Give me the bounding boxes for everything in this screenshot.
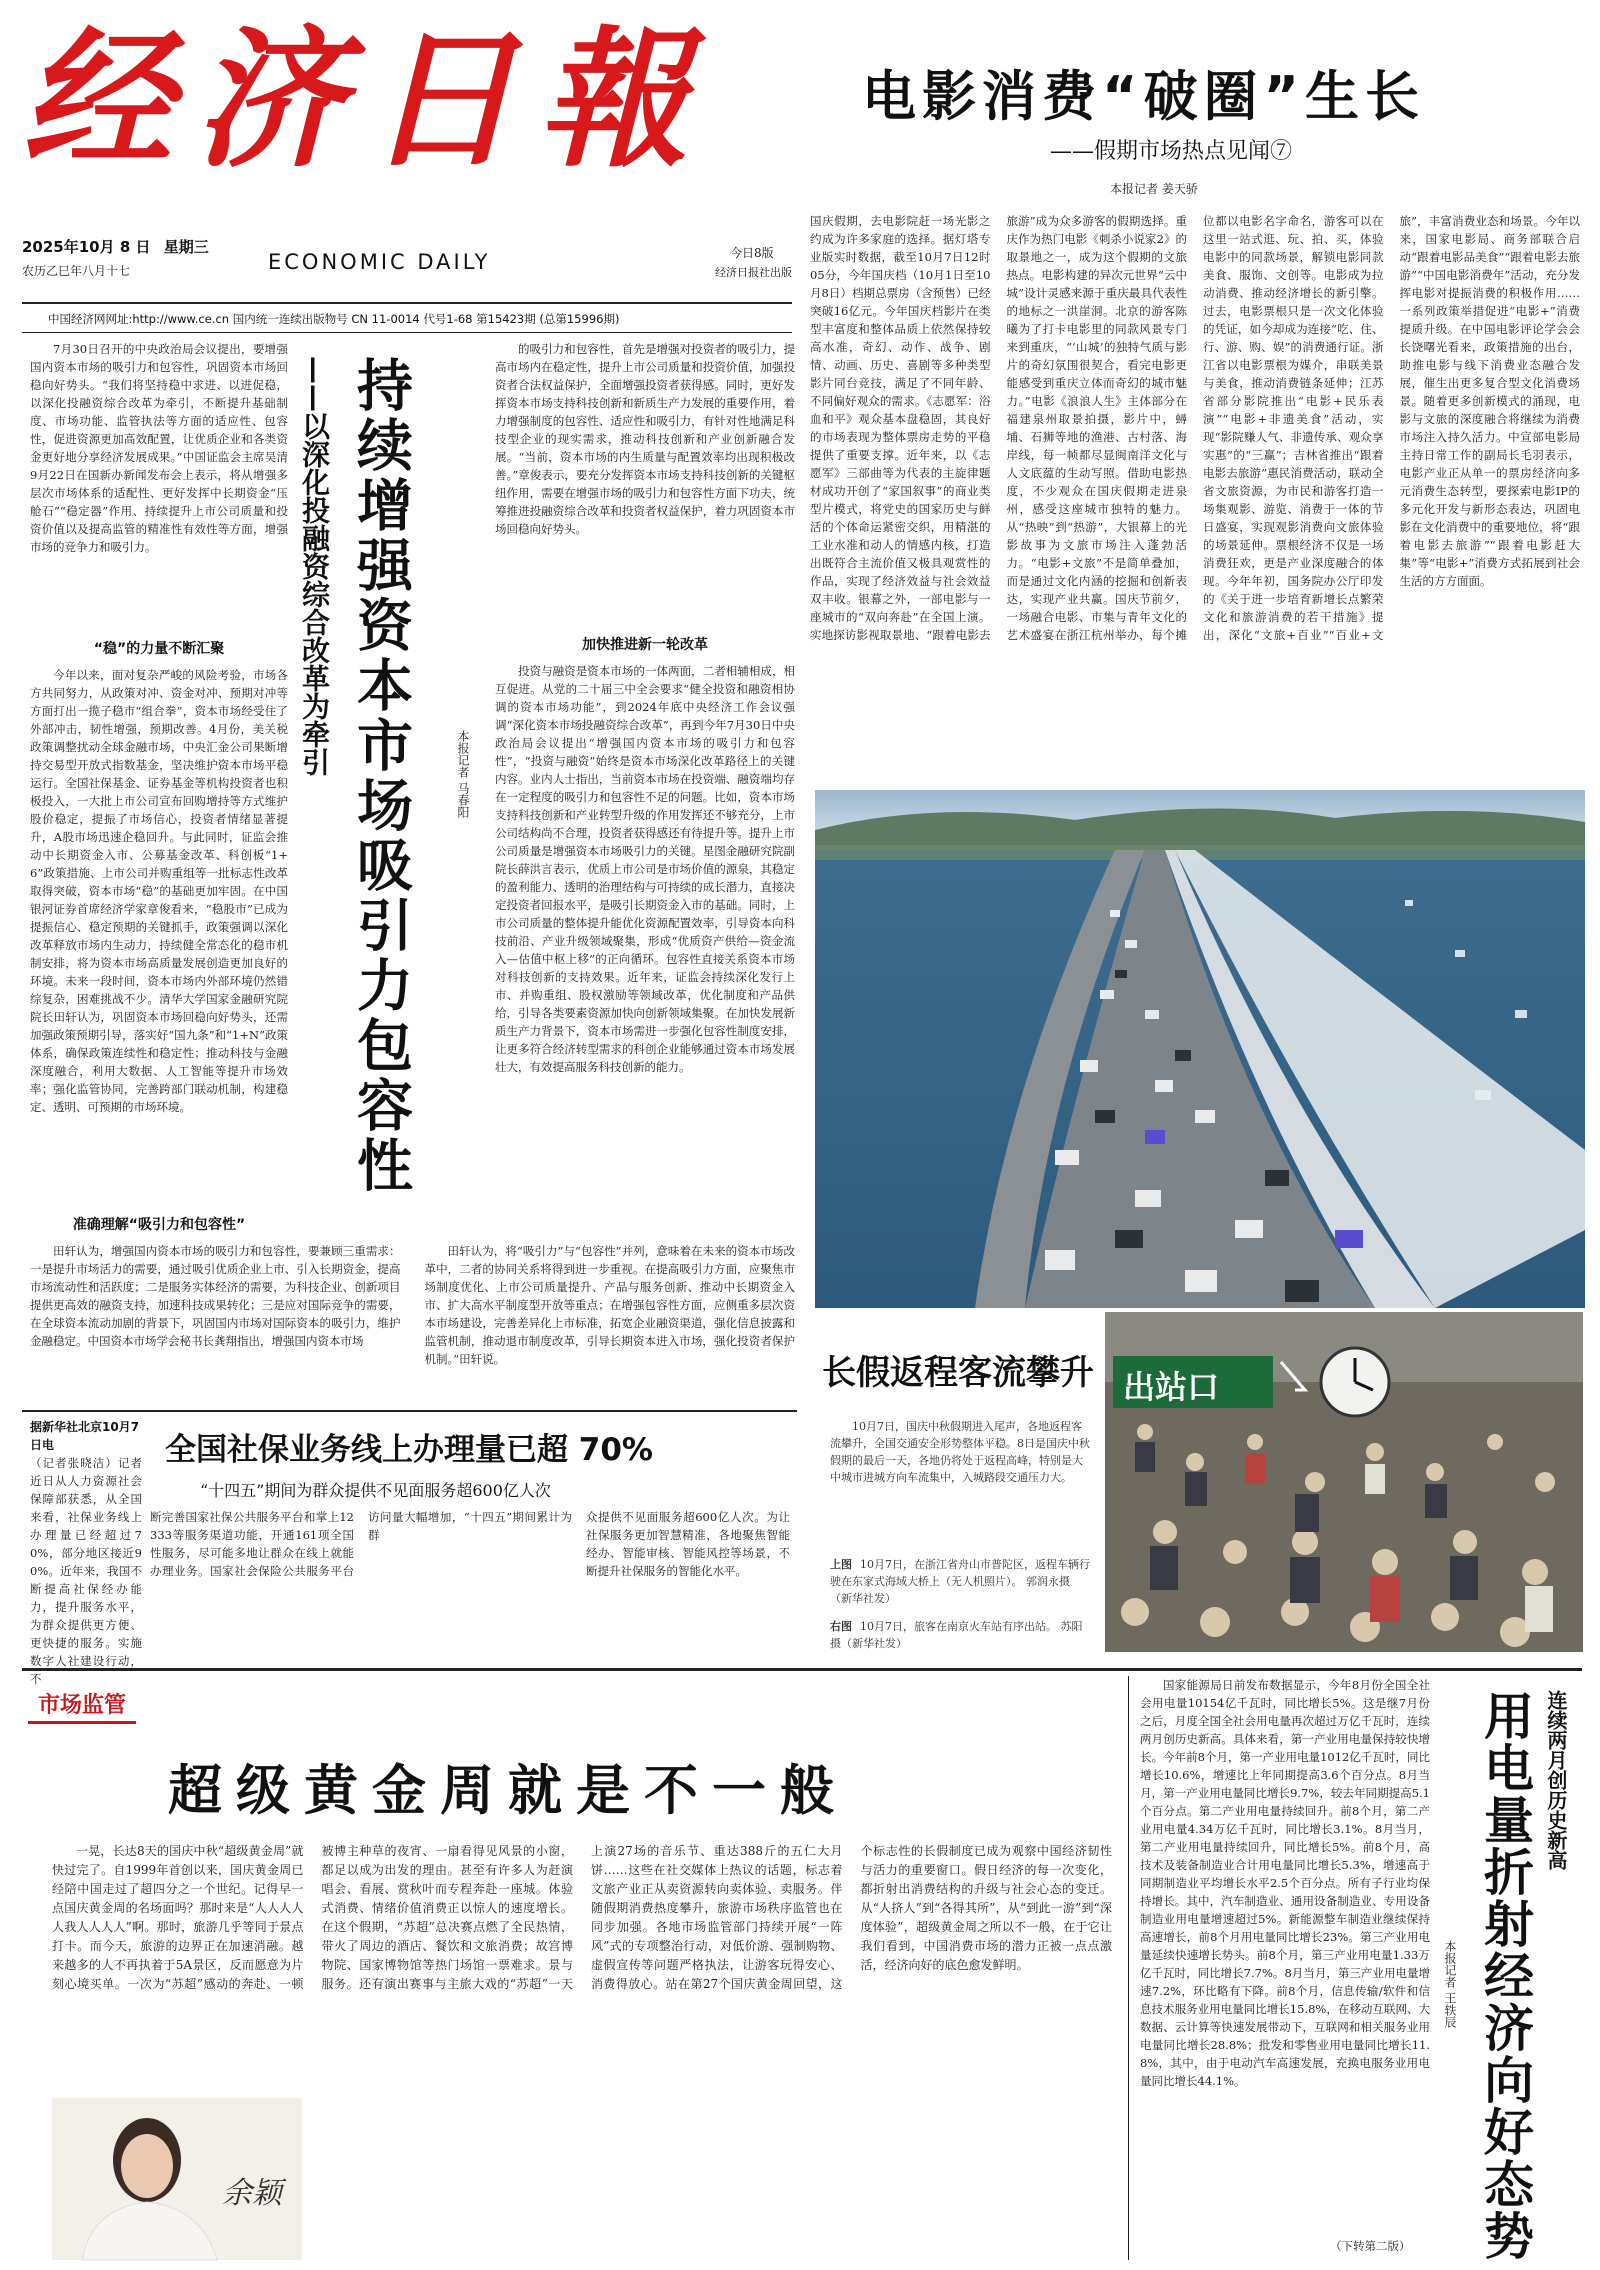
columnist-signature: 余颖 [222,2176,282,2211]
photo-caption-2 [830,1618,1090,1652]
paragraph: 的吸引力和包容性，首先是增强对投资者的吸引力，提高市场内在稳定性，提升上市公司质量和投资价值，加强投资者合法权益保护，全面增强投资者获得感。同时，更好发挥资本市场支持科技创新和新质生产力发展的重要作用，着力增强制度的包容性、适应性和吸引力，有针对性地满足科技型企业的现实需求，推动科技创新和产业创新融合发展。“当前，资本市场的内生质量与配置效率均出现积极改善。”章俊表示，要充分发挥资本市场支持科技创新的关键枢纽作用，需要在增强市场的吸引力和包容性方面下功夫，统筹推进投融资综合改革和投资者权益保护，着力巩固资本市场回稳向好势头。 [495,342,795,536]
weekday-text: 星期三 [163,238,209,256]
market-title: 超级黄金周就是不一般 [168,1759,848,1822]
paragraph: 7月30日召开的中央政治局会议提出，要增强国内资本市场的吸引力和包容性，巩固资本市场回稳向好势头。“我们将坚持稳中求进、以进促稳，以深化投融资综合改革为牵引，不断提升基础制度、市场功能、监管执法等方面的适应性、包容性，促进资源更加高效配置，让优质企业和各类资金更好地分享经济发展成果。”中国证监会主席吴清9月22日在国新办新闻发布会上表示，将从增强多层次市场体系的适配性、更好发挥中长期资金“压舱石”“稳定器”作用、持续提升上市公司质量和投资价值以及提高监管的精准性有效性等方面，增强市场的竞争力和吸引力。 [30,342,288,554]
section-rule [22,1668,1582,1671]
power-kicker: 连续两月创历史新高 [1544,1690,1568,1870]
paragraph: （记者张晓洁）记者近日从人力资源社会保障部获悉，从全国来看，社保业务线上办理量已经超过70%，部分地区接近90%。近年来，我国不断提高社保经办能力，提升服务水平，为群众提供更方便、更快捷的服务。实施数字人社建设行动，不 [30,1456,142,1686]
power-continued: （下转第二版） [1330,2239,1411,2253]
paragraph: 投资与融资是资本市场的一体两面，二者相辅相成，相互促进。从党的二十届三中全会要求“健全投资和融资相协调的资本市场功能”，到2024年底中央经济工作会议强调“深化资本市场投融资综合改革”，再到今年7月30日中央政治局会议提出“增强国内资本市场的吸引力和包容性”，“投资与融资”始终是资本市场深化改革路径上的关键内容。业内人士指出，当前资本市场在投资端、融资端均存在一定程度的吸引力和包容性不足的问题。比如，资本市场支持科技创新和产业转型升级的作用发挥还不够充分，上市公司结构尚不合理，投资者获得感还有待提升等。提升上市公司质量是增强资本市场吸引力的关键。星图金融研究院副院长薛洪言表示，优质上市公司是市场价值的源泉，其稳定的盈利能力、透明的治理结构与可持续的成长潜力，直接决定投资者回报水平，是吸引长期资金入市的基础。同时，上市公司质量的整体提升能优化资源配置效率，引导资本向科技前沿、产业升级领域聚集，形成“优质资产供给—资金流入—估值中枢上移”的正向循环。包容性直接关系资本市场对科技创新的支持效果。近年来，证监会持续深化发行上市、并购重组、股权激励等领域改革，优化制度和产品供给，引导各类要素资源加快向创新领域集聚。在加快发展新质生产力背景下，资本市场需进一步强化包容性制度安排，让更多符合经济转型需求的科创企业能够通过资本市场发展壮大，有效提高服务科技创新的能力。 [495,664,795,1074]
page-count: 今日8版 [730,246,774,260]
photo-caption-1 [830,1556,1090,1607]
main-bottom-rule [22,1410,797,1412]
feature-byline: 本报记者 姜天骄 [1110,182,1198,196]
main-bottom-text [30,1242,795,1400]
masthead-rule [22,302,792,304]
logo-calligraphy-mark [22,10,712,188]
station-photo [1105,1312,1583,1652]
main-col2-mid [495,662,795,1256]
main-subheadline: ——以深化投融资综合改革为牵引 [298,356,331,776]
masthead-logo [22,10,712,188]
shebao-intro [30,1454,142,1686]
columnist-portrait [52,2098,302,2260]
main-col1-mid [30,666,288,1206]
lunar-date: 农历乙巳年八月十七 [22,264,131,278]
main-headline: 持续增强资本市场吸引力包容性 [348,356,413,1196]
bridge-traffic-image [815,790,1585,1308]
caption-label: 上图 [830,1558,852,1571]
caption-text: 10月7日，旅客在南京火车站有序出站。 苏阳摄（新华社发） [830,1620,1083,1650]
feature-subtitle: ——假期市场热点见闻⑦ [1050,139,1293,164]
main-subhead-1: “稳”的力量不断汇聚 [93,641,225,657]
power-byline: 本报记者 王轶辰 [1443,1940,1457,2028]
feature-body: 国庆假期，去电影院赶一场光影之约成为许多家庭的选择。据灯塔专业版实时数据，截至10月7日12时05分，今年国庆档（10月1日至10月8日）档期总票房（含预售）已经突破16亿元。今年国庆档影片在类型丰富度和整体品质上依然保持较高水准，奇幻、动作、战争、剧情、动画、历史、喜剧等多种类型影片同台竞技，满足了不同年龄、不同偏好观众的需求。《志愿军：浴血和平》观众基本盘稳固，其良好的市场表现为整体票房走势的平稳提供了重要支撑。近年来，以《志愿军》三部曲等为代表的主旋律题材成功开创了“家国叙事”的商业类型片模式，将党史的国家历史与鲜活的个体命运紧密交织，用精湛的工业水准和动人的情感内核，打造出既符合主流价值又极具观赏性的作品，实现了经济效益与社会效益双丰收。银幕之外，一部电影与一座城市的“双向奔赴”在全国上演。实地探访影视取景地、“跟着电影去旅游”成为众多游客的假期选择。重庆作为热门电影《刺杀小说家2》的取景地之一，成为这个假期的文旅热点。电影构建的异次元世界“云中城”设计灵感来源于重庆最具代表性的地标之一洪崖洞。北京的游客陈曦为了打卡电影里的同款风景专门来到重庆，“‘山城’的独特气质与影片的奇幻氛围很契合，看完电影更能感受到重庆立体而奇幻的城市魅力。”电影《浪浪人生》主体部分在福建泉州取景拍摄，影片中，蟳埔、石狮等地的渔港、古村落、海岸线，每一帧都尽显闽南洋文化与人文底蕴的生动写照。借助电影热度，不少观众在国庆假期走进泉州，感受这座城市独特的魅力。从“热映”到“热游”，大银幕上的光影故事为文旅市场注入蓬勃活力。“电影+文旅”不是简单叠加，而是通过文化内涵的挖掘和创新表达，实现产业共赢。国庆节前夕，一场融合电影、市集与青年文化的艺术盛宴在浙江杭州举办，每个摊位都以电影名字命名，游客可以在这里一站式逛、玩、拍、买，体验电影中的同款场景，解锁电影同款美食、服饰、文创等。电影成为拉动消费、推动经济增长的新引擎。过去，电影票根只是一次文化体验的凭证，如今却成为连接“吃、住、行、游、购、娱”的消费通行证。浙江省以电影票根为媒介，串联美景与美食，推动消费链条延伸；江苏省部分影院推出“电影+民乐表演”“电影+非遗美食”活动，实现“影院赚人气、非遗传承、观众享实惠”的“三赢”；吉林省推出“跟着电影去旅游”惠民消费活动，联动全省文旅资源，为市民和游客打造一场集观影、游览、消费于一体的节日盛宴，实现观影消费向文旅体验的场景延伸。票根经济不仅是一场消费狂欢，更是产业深度融合的体现。今年年初，国务院办公厅印发的《关于进一步培育新增长点繁荣文化和旅游消费的若干措施》提出，深化“文旅+百业”“百业+文旅”，丰富消费业态和场景。今年以来，国家电影局、商务部联合启动“跟着电影品美食”“跟着电影去旅游”“中国电影消费年”活动，充分发挥电影对提振消费的积极作用……一系列政策举措促进“电影+”消费提质升级。在中国电影评论学会会长饶曙光看来，政策措施的出台，助推电影与线下消费业态融合发展，催生出更多复合型文化消费场景。随着更多创新模式的涌现，电影与文旅的深度融合将继续为消费市场注入持久活力。中宣部电影局主持日常工作的副局长毛羽表示，电影产业正从单一的票房经济向多元消费生态转型，要探索电影IP的多元化开发与新形态表达，巩固电影在文化消费中的重要地位，将“跟着电影去旅游”“跟着电影赶大集”等“电影+”消费方式拓展到社会生活的方方面面。 [810,214,1580,642]
photo-intro: 10月7日，国庆中秋假期进入尾声，各地返程客流攀升，全国交通安全形势整体平稳。8日是国庆中秋假期的最后一天，各地仍将处于返程高峰，特别是大中城市进城方向车流集中，入城路段交通压力大。 [830,1420,1090,1484]
paragraph: 田轩认为，将“吸引力”与“包容性”并列，意味着在未来的资本市场改革中，二者的协同关系将得到进一步重视。在提高吸引力方面，应聚焦市场制度优化、上市公司质量提升、产品与服务创新、推动中长期资金入市、扩大高水平制度型开放等重点；在增强包容性方面，应侧重多层次资本市场建设，完善差异化上市标准，拓宽企业融资渠道，强化信息披露和监管机制，推动退市制度改革，引导长期资本进入市场，强化投资者保护机制。”田轩说。 [424,1244,795,1366]
bridge-photo [815,790,1585,1308]
paragraph: 田轩认为，增强国内资本市场的吸引力和包容性，要兼顾三重需求：一是提升市场活力的需要，通过吸引优质企业上市、引入长期资金，提高市场流动性和活跃度；二是服务实体经济的需要，为科技企业、创新项目提供更高效的融资支持，加速科技成果转化；三是应对国际竞争的需要，在全球资本流动加剧的背景下，巩固国内市场对国际资本的吸引力，维护金融稳定。中国资本市场学会秘书长龚翔指出，增强国内资本市场 [30,1244,401,1348]
main-subhead-2: 准确理解“吸引力和包容性” [72,1217,246,1233]
market-body: 一晃，长达8天的国庆中秋“超级黄金周”就快过完了。自1999年首创以来，国庆黄金周已经陪中国走过了超四分之一个世纪。记得早一点国庆黄金周的名场面吗？那时来是“人人人人人我人人人人”啊。那时，旅游几乎等同于景点打卡。而今天，旅游的边界正在加速消融。越来越多的人不再执着于5A景区，反而愿意为片刻心境买单。一次为“苏超”感动的奔赴、一顿被博主种草的夜宵、一扇看得见风景的小窗，都足以成为出发的理由。甚至有许多人为赶演唱会、看展、赏秋叶而专程奔赴一座城。体验式消费、情绪价值消费正以惊人的速度增长。在这个假期，“苏超”总决赛点燃了全民热情，带火了周边的酒店、餐饮和文旅消费；故宫博物院、国家博物馆等热门场馆一票难求。景与服务。还有演出赛事与主旅大戏的“苏超”一天上演27场的音乐节、重达388斤的五仁大月饼……这些在社交媒体上热议的话题，标志着文旅产业正从卖资源转向卖体验、卖服务。伴随假期消费热度攀升，旅游市场秩序监管也在同步加强。各地市场监管部门持续开展“一阵风”式的专项整治行动，对低价游、强制购物、虚假宣传等问题严格执法，让游客玩得安心、消费得放心。站在第27个国庆黄金周回望，这个标志性的长假制度已成为观察中国经济韧性与活力的重要窗口。假日经济的每一次变化，都折射出消费结构的升级与社会心态的变迁。从“人挤人”到“各得其所”，从“到此一游”到“深度体验”，超级黄金周之所以不一般，在于它让我们看到，中国消费市场的潜力正被一点点激活，经济向好的底色愈发鲜明。 [52,1844,1112,1991]
shebao-subtitle: “十四五”期间为群众提供不见面服务超600亿人次 [200,1481,551,1500]
power-body: 国家能源局日前发布数据显示，今年8月份全国全社会用电量10154亿千瓦时，同比增长5%。这是继7月份之后，月度全国全社会用电量再次超过万亿千瓦时，连续两月创历史新高。具体来看，第一产业用电量保持较快增长。今年前8个月，第一产业用电量1012亿千瓦时，同比增长10.6%，增速比上年同期提高3.6个百分点。8月当月，第一产业用电量同比增长9.7%，较去年同期提高5.1个百分点。第二产业用电量持续回升。前8个月，第二产业用电量4.34万亿千瓦时，同比增长3.1%。8月当月，第二产业用电量持续回升，同比增长5%。前8个月，高技术及装备制造业合计用电量同比增长5.3%，增速高于同期制造业平均增长水平2.5个百分点。所有子行业均保持增长。其中，汽车制造业、通用设备制造业、专用设备制造业用电量增速超过5%。新能源整车制造业继续保持高速增长，前8个月用电量同比增长23%。第三产业用电量延续快速增长势头。前8个月，第三产业用电量1.33万亿千瓦时，同比增长7.7%。8月当月，第三产业用电量增速7.2%，环比略有下降。前8个月，信息传输/软件和信息技术服务业用电量同比增长15.8%，在移动互联网、大数据、云计算等快速发展带动下，互联网和相关服务业用电量同比增长28.8%；批发和零售业用电量同比增长11.8%，其中，由于电动汽车高速发展，充换电服务业用电量同比增长44.1%。 [1140,1678,1430,2088]
column-divider [1128,1676,1129,2260]
main-col1-top [30,340,288,630]
paragraph: 众提供不见面服务超600亿人次。为让社保服务更加智慧精准，各地聚焦智能经办、智能审核、智能风控等场景，不断提升社保服务的智能化水平。 [586,1510,790,1578]
main-subhead-3: 加快推进新一轮改革 [582,637,708,653]
shebao-title: 全国社保业务线上办理量已超 70% [165,1432,653,1468]
paragraph: 断完善国家社保公共服务平台和掌上12333等服务渠道功能，开通161项全国性服务，尽可能多地让群众在线上就能办理业务。国家社会保险公共服务平台访问量大幅增加，“十四五”期间累计为群 [150,1510,572,1578]
market-section-tag: 市场监管 [28,1686,136,1724]
main-byline: 本报记者 马春阳 [456,730,470,818]
feature-title: 电影消费“破圈”生长 [862,65,1425,128]
issue-date [22,236,209,257]
shebao-dateline: 据新华社北京10月7日电 [30,1420,140,1452]
power-title: 用电量折射经济向好态势 [1476,1690,1534,2262]
exit-sign-text: 出站口 [1123,1368,1220,1406]
paragraph: 今年以来，面对复杂严峻的风险考验，市场各方共同努力，从政策对冲、资金对冲、预期对冲等方面打出一揽子稳市“组合拳”，资本市场经受住了外部冲击，韧性增强，预期改善。4月份，美关税政策调整扰动全球金融市场，中央汇金公司果断增持交易型开放式指数基金，坚决维护资本市场平稳运行。全国社保基金、证券基金等机构投资者也积极投入，一大批上市公司宣布回购增持等方式维护股价稳定，提振了市场信心，投资者情绪显著提升，A股市场迅速企稳回升。与此同时，证监会推动中长期资金入市、公募基金改革、科创板“1+6”政策措施、上市公司并购重组等一批标志性改革取得突破，资本市场“稳”的基础更加牢固。在中国银河证券首席经济学家章俊看来，“稳股市”已成为提振信心、稳定预期的关键抓手，政策强调以深化改革释放市场内生动力，持续健全常态化的稳市机制安排，将为资本市场高质量发展创造更加良好的环境。未来一段时间，资本市场内外部环境仍然错综复杂，困难挑战不少。清华大学国家金融研究院院长田轩认为，巩固资本市场回稳向好势头，还需加强政策预期引导，落实好“国九条”和“1+N”政策体系，确保政策连续性和稳定性；推动科技与金融深度融合，利用大数据、人工智能等提升市场效率；强化监管协同，完善跨部门联动机制，构建稳定、透明、可预期的市场环境。 [30,668,288,1114]
photo-overlay-title: 长假返程客流攀升 [822,1353,1094,1393]
economic-daily-text: ECONOMIC DAILY [268,250,491,274]
website-line: 中国经济网网址:http://www.ce.cn 国内统一连续出版物号 CN 11-0014 代号1-68 第15423期 (总第15996期) [48,312,620,326]
masthead-rule-2 [22,332,792,333]
svg-text:经济日報: 经济日報 [22,12,711,188]
caption-label: 右图 [830,1620,852,1633]
caption-text: 10月7日，在浙江省舟山市普陀区，返程车辆行驶在东家式海域大桥上（无人机照片）。 郭润永摄（新华社发） [830,1558,1090,1605]
publisher: 经济日报社出版 [715,266,792,279]
shebao-body [150,1508,790,1608]
main-col2-top [495,340,795,626]
date-text: 2025年10月 8 日 [22,238,151,256]
